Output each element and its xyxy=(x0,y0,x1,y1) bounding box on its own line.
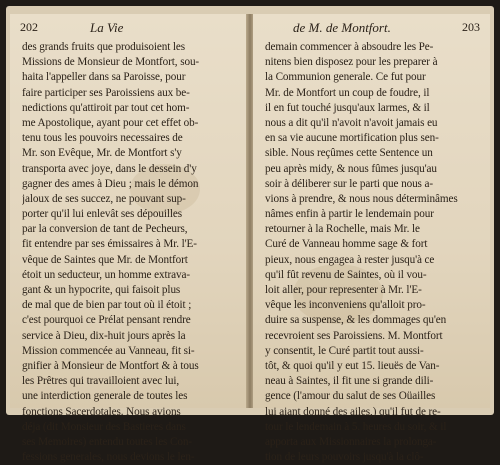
text-line: tion de leurs pouvoirs jusqu'à la clô- xyxy=(265,451,424,464)
text-line: qu'il fût revenu de Saintes, où il vou- xyxy=(265,268,427,281)
text-line: sible. Nous reçûmes cette Sentence un xyxy=(265,147,433,160)
text-line: loit aller, pour representer à Mr. l'E- xyxy=(265,284,422,296)
text-line: tour le lendemain à 5. heures du soir, & il xyxy=(265,420,447,433)
text-line: nâmes enfin à partir le lendemain pour xyxy=(265,208,434,221)
right-page-text xyxy=(265,40,480,465)
text-line: jaloux de ses succez, ne pouvant sup- xyxy=(22,192,186,205)
text-line: gagner des ames à Dieu ; mais le démon xyxy=(22,177,199,190)
left-running-title: La Vie xyxy=(90,20,124,35)
text-line: transporta avec joye, dans le dessein d'y xyxy=(22,162,197,175)
text-line: fit entendre par ses émissaires à Mr. l'E- xyxy=(22,238,197,251)
text-line: recevroient ses Paroissiens. M. Montfort xyxy=(265,329,443,342)
left-page xyxy=(10,14,247,464)
left-page-header xyxy=(20,20,236,38)
text-line: retourner à la Rochelle, mais Mr. le xyxy=(265,223,420,236)
open-book xyxy=(6,6,494,464)
text-line: apporta aux Missionnaires la prolonga- xyxy=(265,435,437,448)
text-line: c'est pourquoi ce Prélat pensant rendre xyxy=(22,314,191,327)
text-line: vions à prendre, & nous nous déterminâmes xyxy=(265,192,458,205)
text-line: étoit un seducteur, un homme extrava- xyxy=(22,268,190,281)
text-line: me Apostolique, ayant pour cet effet ob- xyxy=(22,116,199,129)
text-line: fessions generales, nous devions le len- xyxy=(22,451,195,464)
text-line: Mission commencée au Vanneau, fit si- xyxy=(22,344,195,357)
text-line: de mal que de bien par tout où il étoit ; xyxy=(22,299,192,312)
text-line: gnifier à Monsieur de Montfort & à tous xyxy=(22,359,199,372)
text-line: nitens bien disposez pour les preparer à xyxy=(265,56,438,69)
text-line: Curé de Vanneau homme sage & fort xyxy=(265,238,428,251)
text-line: gant & un hypocrite, qui faisoit plus xyxy=(22,284,181,296)
text-line: porter qu'il lui enlevât ses dépouilles xyxy=(22,208,182,221)
text-line: gence (l'amour du salut de ses Oüailles xyxy=(265,390,436,403)
text-line: vêque les inconveniens qu'alloit pro- xyxy=(265,299,426,312)
text-line: duire sa suspense, & les dommages qu'en xyxy=(265,314,447,327)
text-line: fonctions Sacerdotales. Nous avions xyxy=(22,405,181,418)
text-line: il en fut touché jusqu'aux larmes, & il xyxy=(265,101,430,114)
right-running-title: de M. de Montfort. xyxy=(293,20,391,35)
text-line: ses Memoires) entendu toutes les Con- xyxy=(22,435,192,448)
left-page-text xyxy=(22,40,236,465)
right-page-number: 203 xyxy=(462,20,480,34)
text-line: les Prêtres qui travailloient avec lui, xyxy=(22,375,180,388)
text-line: des grands fruits que produisoient les xyxy=(22,41,186,53)
text-line: déja (dit Monsieur des Bastieres dans xyxy=(22,420,186,433)
text-line: tôt, & quoi qu'il y eut 15. lieuës de Van- xyxy=(265,359,440,372)
text-line: y consentit, le Curé partit tout aussi- xyxy=(265,344,424,357)
text-line: Missions de Monsieur de Montfort, sou- xyxy=(22,56,200,69)
text-line: tenu tous les pouvoirs necessaires de xyxy=(22,132,183,145)
text-line: soir à déliberer sur le parti que nous a- xyxy=(265,177,434,190)
text-line: nedictions qu'attiroit par tout cet hom- xyxy=(22,101,190,114)
text-line: faire participer ses Paroissiens aux be- xyxy=(22,86,190,99)
text-line: haita l'appeller dans sa Paroisse, pour xyxy=(22,71,186,84)
text-line: la Communion generale. Ce fut pour xyxy=(265,71,426,84)
text-line: Mr. son Evêque, Mr. de Montfort s'y xyxy=(22,147,182,160)
text-line: en sa vie aucune mortification plus sen- xyxy=(265,132,439,145)
text-line: neau à Saintes, il fit une si grande dili- xyxy=(265,375,434,388)
left-page-number: 202 xyxy=(20,20,38,34)
text-line: demain commencer à absoudre les Pe- xyxy=(265,41,434,53)
text-line: une interdiction generale de toutes les xyxy=(22,390,188,403)
text-line: vêque de Saintes que Mr. de Montfort xyxy=(22,253,188,266)
right-page xyxy=(253,14,490,464)
text-line: par la conversion de tant de Pecheurs, xyxy=(22,223,188,236)
text-line: nous a dit qu'il n'avoit n'avoit jamais eu xyxy=(265,116,438,129)
text-line: service à Dieu, dix-huit jours après la xyxy=(22,329,186,342)
text-line: peu après midy, & nous fûmes jusqu'au xyxy=(265,162,437,175)
text-line: pieux, nous engagea à rester jusqu'à ce xyxy=(265,253,435,266)
text-line: Mr. de Montfort un coup de foudre, il xyxy=(265,86,430,99)
right-page-header xyxy=(263,20,480,38)
text-line: lui aiant donné des ailes,) qu'il fut de re- xyxy=(265,405,441,418)
